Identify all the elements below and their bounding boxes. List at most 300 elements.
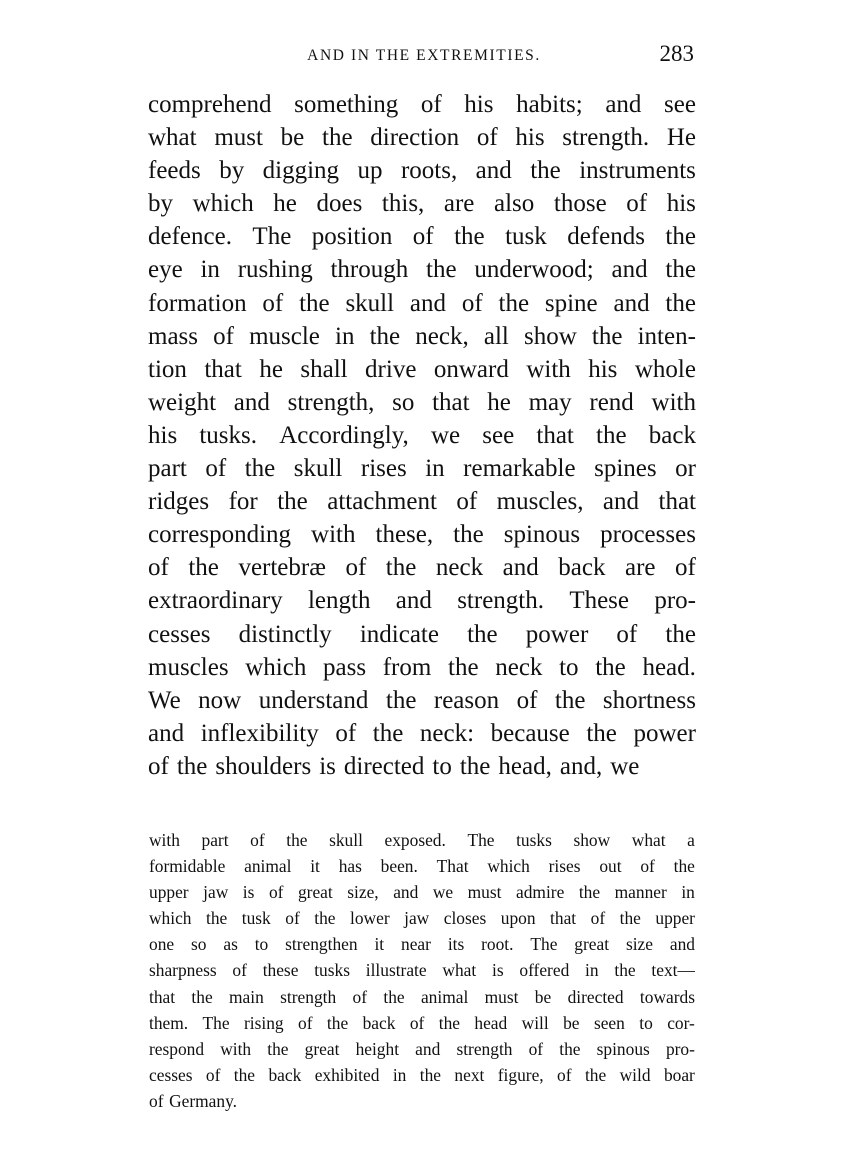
footnote-word: to [639, 1012, 653, 1033]
footnote-word: so [191, 934, 207, 955]
body-word: defends [567, 223, 645, 251]
body-word: these, [375, 521, 434, 549]
body-word: and [602, 488, 640, 516]
footnote-line [149, 957, 695, 983]
body-word: drive [365, 355, 417, 383]
footnote-word: The [530, 934, 558, 955]
body-word: spines [594, 455, 657, 483]
body-word: of [262, 289, 284, 317]
body-word: his [515, 124, 545, 152]
body-word: the [299, 289, 330, 317]
body-word: he [487, 388, 511, 416]
footnote-word: of [298, 1012, 313, 1033]
body-word: vertebræ [238, 554, 326, 582]
footnote-word: has [338, 856, 362, 877]
body-word: skull [293, 455, 343, 483]
body-line [148, 419, 696, 452]
body-word: and [502, 554, 539, 582]
body-word: back [558, 554, 606, 582]
body-word: see [664, 91, 696, 118]
footnote-word: and [669, 934, 695, 955]
body-line [148, 452, 696, 485]
body-word: direction [370, 124, 460, 152]
body-word: the [244, 455, 276, 483]
footnote-word: upon [500, 908, 536, 929]
footnote-word: the [326, 1012, 349, 1033]
footnote-word: animal [420, 986, 469, 1007]
body-word: with [526, 355, 571, 383]
body-word: tusk [505, 223, 547, 251]
footnote-word: be [534, 986, 552, 1007]
footnote-word: sharpness [149, 960, 217, 981]
body-line [148, 651, 696, 684]
body-word: of [626, 190, 648, 218]
body-word: this, [381, 190, 425, 218]
body-word: power [633, 719, 696, 747]
body-word: understand [258, 686, 369, 714]
body-word: of [335, 719, 357, 747]
body-word: length [307, 587, 371, 615]
body-word: strength. [562, 124, 650, 152]
body-line [148, 518, 696, 551]
body-word: extraordinary [148, 587, 283, 615]
body-word: the [530, 157, 561, 185]
body-word: in [425, 455, 445, 483]
footnote-word: of [352, 986, 368, 1007]
body-word: processes [600, 521, 696, 549]
footnote-word: its [447, 934, 465, 955]
footnote-word: tusk [241, 908, 271, 929]
body-word: neck [495, 653, 543, 681]
body-word: rushing [237, 256, 313, 284]
footnote-word: great [304, 1038, 340, 1059]
body-word: the [665, 223, 696, 251]
body-word: of [148, 554, 169, 582]
body-word: eye [148, 256, 183, 284]
body-line [148, 287, 696, 320]
footnote-word: them. [149, 1012, 189, 1033]
footnote-word: part [201, 830, 229, 850]
body-word: we [610, 752, 640, 780]
body-word: the [665, 620, 696, 648]
body-word: which [245, 653, 307, 681]
body-word: of [420, 91, 442, 118]
footnote-word: main [229, 986, 264, 1007]
body-word: in [335, 322, 355, 350]
footnote-word: will [521, 1012, 549, 1033]
body-word: inflexibility [200, 719, 319, 747]
body-word: of [456, 488, 478, 516]
footnote-word: the [578, 882, 601, 903]
body-word: the [372, 719, 404, 747]
body-word: spinous [503, 521, 581, 549]
body-word: he [273, 190, 297, 218]
body-word: those [553, 190, 607, 218]
footnote-word: back [268, 1064, 302, 1085]
footnote-word: boar [663, 1064, 695, 1085]
body-word: corresponding [148, 521, 292, 549]
footnote-word: the [191, 986, 213, 1007]
body-word: are [624, 554, 656, 582]
footnote-word: of [250, 830, 265, 850]
footnote-word: strength [456, 1038, 513, 1059]
footnote-word: be [563, 1012, 580, 1033]
footnote-word: cor- [667, 1012, 695, 1033]
footnote-word: of [149, 1090, 164, 1111]
footnote-word: back [362, 1012, 396, 1033]
body-word: Accordingly, [279, 421, 409, 449]
footnote-word: is [491, 960, 504, 981]
body-word: of [476, 124, 498, 152]
body-word: he [259, 355, 283, 383]
body-word: or [675, 455, 696, 483]
footnote-word: height [355, 1038, 400, 1059]
body-word: which [192, 190, 254, 218]
body-word: also [494, 190, 535, 218]
body-line [148, 353, 696, 386]
body-word: is [319, 752, 336, 780]
body-word: now [198, 686, 242, 714]
body-word: with [311, 521, 356, 549]
footnote-word: The [467, 830, 495, 850]
body-word: rises [360, 455, 407, 483]
footnote-word: that [149, 986, 176, 1007]
body-word: neck [435, 554, 484, 582]
body-word: and [605, 91, 642, 118]
body-word: ridges [148, 488, 210, 516]
footnote-word: of [557, 1064, 572, 1085]
body-word: strength, [287, 388, 375, 416]
body-word: reason [433, 686, 500, 714]
footnote-word: formidable [149, 856, 226, 877]
body-word: his [148, 421, 178, 449]
body-word: of [675, 554, 696, 582]
footnote-word: jaw [404, 908, 430, 929]
footnote-word: must [467, 882, 502, 903]
body-word: directed [343, 752, 425, 780]
body-word: the [188, 554, 219, 582]
body-word: roots, [400, 157, 458, 185]
body-line [148, 386, 696, 419]
footnote-word: must [484, 986, 519, 1007]
footnote-word: of [528, 1038, 544, 1059]
footnote-word: the [619, 908, 641, 929]
body-word: the [322, 124, 353, 152]
body-word: spine [544, 289, 598, 317]
body-word: He [666, 124, 696, 152]
footnote-word: great [574, 934, 610, 955]
body-word: skull [345, 289, 395, 317]
footnote-word: in [681, 882, 695, 903]
footnote-word: cesses [149, 1064, 193, 1085]
footnote-word: which [149, 908, 192, 929]
body-word: the [426, 256, 457, 284]
footnote-word: the [419, 1064, 441, 1085]
footnote-word: pro- [665, 1038, 695, 1059]
body-word: the [498, 289, 530, 317]
footnote-word: next [454, 1064, 485, 1085]
body-word: and [611, 256, 648, 284]
footnote-word: illustrate [365, 960, 427, 981]
body-word: the [453, 521, 484, 549]
body-word: inten- [637, 322, 696, 350]
body-word: up [357, 157, 383, 185]
footnote-word: of [285, 908, 300, 929]
footnote-word: lower [350, 908, 390, 929]
body-line [148, 551, 696, 584]
body-word: digging [262, 157, 340, 185]
footnote-word: Germany. [169, 1090, 237, 1111]
body-word: whole [634, 355, 696, 383]
footnote-line [149, 827, 695, 853]
body-word: so [392, 388, 415, 416]
body-word: head, [498, 752, 552, 780]
footnote-word: and [393, 882, 419, 903]
footnote-word: one [149, 934, 175, 955]
footnote-line [149, 905, 695, 931]
body-word: of [461, 289, 483, 317]
body-word: from [382, 653, 432, 681]
body-word: does [316, 190, 363, 218]
footnote-word: we [432, 882, 454, 903]
footnote-word: the [206, 908, 228, 929]
body-word: the [665, 289, 696, 317]
body-word: underwood; [474, 256, 594, 284]
body-word: that [658, 488, 696, 516]
body-word: muscles, [496, 488, 584, 516]
footnote-word: That [436, 856, 469, 877]
body-word: the [591, 322, 623, 350]
body-word: power [525, 620, 589, 648]
footnote-word: text— [651, 960, 695, 981]
footnote-line [149, 1088, 695, 1114]
body-word: and, [559, 752, 603, 780]
footnote-word: head [474, 1012, 508, 1033]
body-word: back [648, 421, 696, 449]
footnote-line [149, 1036, 695, 1062]
body-word: because [490, 719, 570, 747]
footnote-word: exposed. [384, 830, 446, 850]
page-number: 283 [659, 41, 694, 66]
body-line [148, 750, 696, 783]
body-word: that [432, 388, 470, 416]
footnote-word: to [254, 934, 269, 955]
body-word: and [613, 289, 650, 317]
footnote-word: strengthen [285, 934, 358, 955]
footnote-word: skull [329, 830, 363, 850]
footnote-word: out [599, 856, 622, 877]
body-word: and [233, 388, 270, 416]
footnote-word: great [297, 882, 333, 903]
body-line [148, 88, 696, 121]
footnote-word: the [438, 1012, 460, 1033]
running-title: AND IN THE EXTREMITIES. [307, 47, 541, 64]
body-word: remarkable [463, 455, 576, 483]
body-word: habits; [516, 91, 583, 118]
footnote-word: jaw [203, 882, 229, 903]
body-word: the [586, 719, 617, 747]
body-word: of [412, 223, 434, 251]
body-word: that [204, 355, 242, 383]
body-word: the [369, 322, 401, 350]
footnote-word: is [242, 882, 255, 903]
running-head [148, 40, 696, 70]
body-word: The [252, 223, 292, 251]
body-word: We [148, 686, 181, 714]
body-word: to [559, 653, 579, 681]
body-word: cesses [148, 620, 211, 648]
body-word: the [554, 686, 586, 714]
body-line [148, 717, 696, 750]
body-word: position [311, 223, 393, 251]
footnote-word: and [415, 1038, 441, 1059]
body-word: and [475, 157, 512, 185]
footnote-word: the [314, 908, 336, 929]
footnote-word: of [232, 960, 247, 981]
footnote-word: of [268, 882, 284, 903]
footnote-word: it [374, 934, 385, 955]
footnote-word: as [223, 934, 238, 955]
body-word: of [205, 455, 227, 483]
footnote-word: size [625, 934, 653, 955]
body-word: and [395, 587, 432, 615]
footnote-word: manner [614, 882, 667, 903]
body-word: to [432, 752, 452, 780]
body-word: neck: [419, 719, 475, 747]
body-word: may [528, 388, 572, 416]
body-word: instruments [579, 157, 696, 185]
footnote-word: upper [149, 882, 189, 903]
footnote-word: exhibited [314, 1064, 380, 1085]
body-word: of [148, 752, 169, 780]
body-word: see [482, 421, 515, 449]
body-line [148, 684, 696, 717]
body-word: distinctly [238, 620, 332, 648]
body-word: shoulders [215, 752, 312, 780]
footnote-word: respond [149, 1038, 205, 1059]
body-word: that [536, 421, 574, 449]
body-word: tion [148, 355, 187, 383]
body-line [148, 121, 696, 154]
footnote-word: the [673, 856, 695, 877]
body-word: mass [148, 322, 198, 350]
footnote-word: directed [567, 986, 624, 1007]
body-word: neck, [415, 322, 469, 350]
footnote-word: strength [280, 986, 337, 1007]
footnote-word: animal [244, 856, 292, 877]
body-word: his [666, 190, 696, 218]
footnote-word: tusks [314, 960, 350, 981]
body-word: indicate [359, 620, 439, 648]
body-word: through [330, 256, 409, 284]
body-word: pass [323, 653, 367, 681]
body-word: must [214, 124, 263, 152]
footnote-word: spinous [596, 1038, 650, 1059]
body-word: feeds [148, 157, 201, 185]
body-word: all [483, 322, 509, 350]
body-word: we [430, 421, 461, 449]
footnote-word: rises [548, 856, 581, 877]
body-line [148, 154, 696, 187]
body-word: onward [433, 355, 509, 383]
footnote-word: been. [380, 856, 418, 877]
footnote-word: tusks [516, 830, 552, 850]
body-word: These [569, 587, 630, 615]
body-word: strength. [457, 587, 544, 615]
footnote-word: a [687, 830, 695, 850]
footnote-word: the [233, 1064, 256, 1085]
footnote-line [149, 1010, 695, 1036]
body-word: of [516, 686, 538, 714]
footnote-word: of [205, 1064, 221, 1085]
footnote-word: in [585, 960, 599, 981]
footnote-word: figure, [497, 1064, 544, 1085]
body-word: show [523, 322, 577, 350]
footnote-word: seen [593, 1012, 625, 1033]
body-word: by [148, 190, 173, 218]
body-word: in [200, 256, 220, 284]
footnote-word: offered [519, 960, 570, 981]
footnote-word: closes [443, 908, 487, 929]
footnote-word: with [220, 1038, 252, 1059]
body-word: be [280, 124, 305, 152]
body-word: head. [642, 653, 696, 681]
footnote-word: size, [347, 882, 379, 903]
body-word: the [448, 653, 479, 681]
body-line [148, 320, 696, 353]
body-word: are [443, 190, 475, 218]
body-word: tusks. [199, 421, 258, 449]
footnote-word: what [631, 830, 666, 850]
body-word: attachment [327, 488, 437, 516]
body-word: something [294, 91, 399, 118]
body-word: his [464, 91, 494, 118]
body-word: comprehend [148, 91, 272, 118]
footnote-word: admire [516, 882, 565, 903]
footnote-word: the [383, 986, 405, 1007]
body-word: muscle [249, 322, 320, 350]
body-line [148, 618, 696, 651]
body-text [148, 88, 696, 783]
footnote-word: rising [243, 1012, 284, 1033]
body-word: the [595, 653, 626, 681]
body-word: the [176, 752, 208, 780]
body-word: defence. [148, 223, 232, 251]
footnote-line [149, 1062, 695, 1088]
body-word: the [596, 421, 627, 449]
body-line [148, 485, 696, 518]
body-line [148, 584, 696, 617]
footnote-line [149, 879, 695, 905]
body-word: of [616, 620, 638, 648]
body-line [148, 253, 696, 286]
body-word: weight [148, 388, 217, 416]
footnote [149, 827, 695, 1114]
footnote-word: it [310, 856, 320, 877]
body-word: and [148, 719, 185, 747]
footnote-word: near [401, 934, 431, 955]
body-word: the [454, 223, 485, 251]
body-word: part [148, 455, 187, 483]
body-word: the [665, 256, 696, 284]
body-word: the [385, 554, 417, 582]
footnote-word: of [590, 908, 606, 929]
footnote-line [149, 984, 695, 1010]
footnote-word: in [392, 1064, 407, 1085]
body-word: the [467, 620, 498, 648]
body-word: of [213, 322, 234, 350]
footnote-word: of [409, 1012, 425, 1033]
